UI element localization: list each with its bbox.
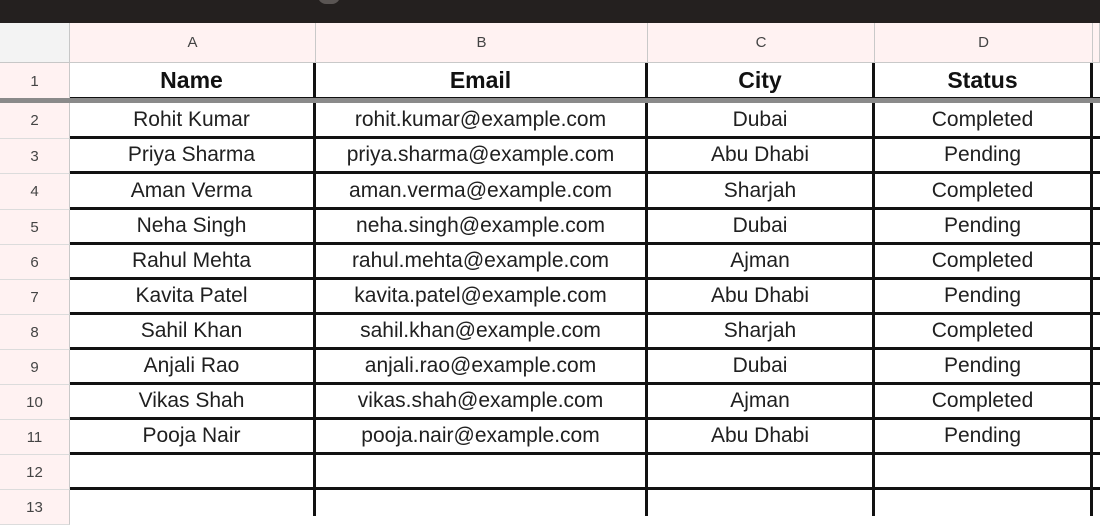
cell-email[interactable]: aman.verma@example.com: [316, 174, 648, 210]
cell-name[interactable]: Vikas Shah: [70, 385, 316, 420]
cell-empty[interactable]: [1093, 245, 1100, 280]
cell-name[interactable]: Rohit Kumar: [70, 103, 316, 139]
cell-email[interactable]: [316, 455, 648, 490]
cell-empty[interactable]: [1093, 174, 1100, 210]
cell-empty[interactable]: [1093, 280, 1100, 315]
app-toolbar: [0, 0, 1100, 23]
cell-name[interactable]: Sahil Khan: [70, 315, 316, 350]
cell-status[interactable]: [875, 455, 1093, 490]
select-all-corner[interactable]: [0, 23, 70, 63]
row-header-13[interactable]: 13: [0, 490, 70, 525]
cell-status[interactable]: Completed: [875, 174, 1093, 210]
cell-city[interactable]: Sharjah: [648, 315, 875, 350]
column-header-e[interactable]: [1093, 23, 1100, 63]
header-cell-name[interactable]: Name: [70, 63, 316, 100]
header-cell-city[interactable]: City: [648, 63, 875, 100]
cell-email[interactable]: rahul.mehta@example.com: [316, 245, 648, 280]
cell-empty[interactable]: [1093, 420, 1100, 455]
cell-city[interactable]: Ajman: [648, 385, 875, 420]
row-header-9[interactable]: 9: [0, 350, 70, 385]
row-header-4[interactable]: 4: [0, 174, 70, 210]
cell-city[interactable]: Abu Dhabi: [648, 139, 875, 174]
cell-city[interactable]: Dubai: [648, 350, 875, 385]
cell-name[interactable]: Priya Sharma: [70, 139, 316, 174]
cell-name[interactable]: Kavita Patel: [70, 280, 316, 315]
cell-email[interactable]: anjali.rao@example.com: [316, 350, 648, 385]
cell-empty[interactable]: [1093, 350, 1100, 385]
header-cell-e[interactable]: [1093, 63, 1100, 100]
cell-empty[interactable]: [1093, 210, 1100, 245]
row-header-12[interactable]: 12: [0, 455, 70, 490]
cell-name[interactable]: Rahul Mehta: [70, 245, 316, 280]
cell-status[interactable]: [875, 490, 1093, 516]
column-header-d[interactable]: D: [875, 23, 1093, 63]
cell-email[interactable]: [316, 490, 648, 516]
cell-email[interactable]: vikas.shah@example.com: [316, 385, 648, 420]
toolbar-icon: [318, 0, 340, 4]
cell-status[interactable]: Pending: [875, 210, 1093, 245]
cell-city[interactable]: Ajman: [648, 245, 875, 280]
cell-status[interactable]: Pending: [875, 280, 1093, 315]
cell-name[interactable]: [70, 455, 316, 490]
cell-email[interactable]: sahil.khan@example.com: [316, 315, 648, 350]
cell-city[interactable]: [648, 490, 875, 516]
cell-empty[interactable]: [1093, 139, 1100, 174]
header-cell-email[interactable]: Email: [316, 63, 648, 100]
row-header-10[interactable]: 10: [0, 385, 70, 420]
cell-city[interactable]: [648, 455, 875, 490]
cell-city[interactable]: Dubai: [648, 103, 875, 139]
cell-city[interactable]: Abu Dhabi: [648, 420, 875, 455]
cell-name[interactable]: [70, 490, 316, 516]
row-header-2[interactable]: 2: [0, 103, 70, 139]
row-header-3[interactable]: 3: [0, 139, 70, 174]
cell-email[interactable]: pooja.nair@example.com: [316, 420, 648, 455]
cell-status[interactable]: Completed: [875, 103, 1093, 139]
cell-status[interactable]: Pending: [875, 420, 1093, 455]
cell-empty[interactable]: [1093, 385, 1100, 420]
row-header-6[interactable]: 6: [0, 245, 70, 280]
cell-status[interactable]: Pending: [875, 139, 1093, 174]
cell-name[interactable]: Aman Verma: [70, 174, 316, 210]
cell-email[interactable]: kavita.patel@example.com: [316, 280, 648, 315]
column-header-c[interactable]: C: [648, 23, 875, 63]
cell-city[interactable]: Dubai: [648, 210, 875, 245]
cell-status[interactable]: Completed: [875, 245, 1093, 280]
row-header-8[interactable]: 8: [0, 315, 70, 350]
cell-name[interactable]: Anjali Rao: [70, 350, 316, 385]
cell-name[interactable]: Neha Singh: [70, 210, 316, 245]
cell-empty[interactable]: [1093, 455, 1100, 490]
cell-status[interactable]: Pending: [875, 350, 1093, 385]
cell-email[interactable]: neha.singh@example.com: [316, 210, 648, 245]
header-cell-status[interactable]: Status: [875, 63, 1093, 100]
row-header-11[interactable]: 11: [0, 420, 70, 455]
cell-status[interactable]: Completed: [875, 385, 1093, 420]
cell-city[interactable]: Sharjah: [648, 174, 875, 210]
cell-empty[interactable]: [1093, 103, 1100, 139]
cell-email[interactable]: priya.sharma@example.com: [316, 139, 648, 174]
cell-empty[interactable]: [1093, 315, 1100, 350]
row-header-7[interactable]: 7: [0, 280, 70, 315]
row-header-5[interactable]: 5: [0, 210, 70, 245]
cell-city[interactable]: Abu Dhabi: [648, 280, 875, 315]
row-header-1[interactable]: 1: [0, 63, 70, 100]
column-header-b[interactable]: B: [316, 23, 648, 63]
column-header-a[interactable]: A: [70, 23, 316, 63]
cell-empty[interactable]: [1093, 490, 1100, 516]
cell-name[interactable]: Pooja Nair: [70, 420, 316, 455]
cell-status[interactable]: Completed: [875, 315, 1093, 350]
cell-email[interactable]: rohit.kumar@example.com: [316, 103, 648, 139]
